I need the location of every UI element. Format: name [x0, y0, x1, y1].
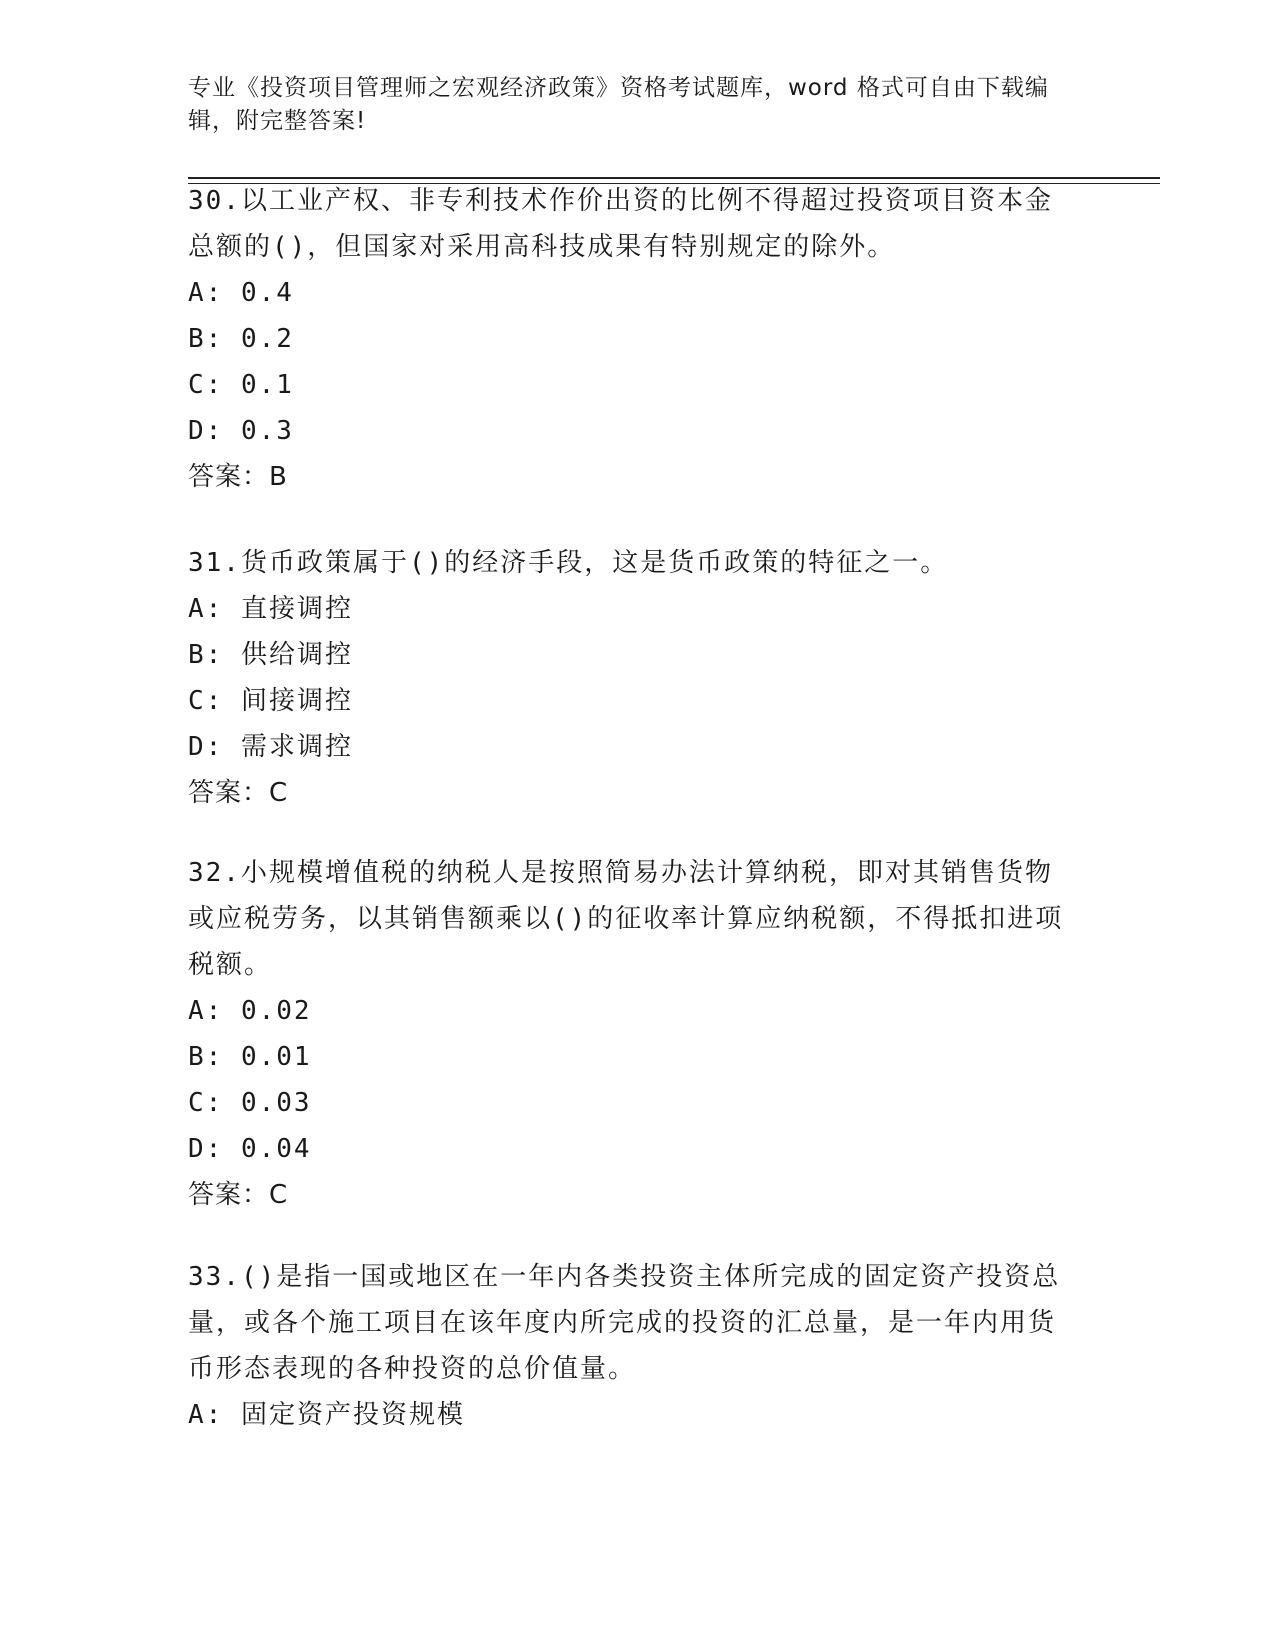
question-33 [188, 1254, 1078, 1438]
header-line-2: 辑，附完整答案! [188, 108, 367, 134]
option-a: A: 0.02 [188, 996, 312, 1026]
answer: 答案：B [188, 462, 288, 492]
question-32 [188, 850, 1078, 1218]
answer: 答案：C [188, 1180, 289, 1210]
option-a: A: 直接调控 [188, 594, 353, 624]
question-text: 33.()是指一国或地区在一年内各类投资主体所完成的固定资产投资总量，或各个施工项目在该年度内所完成的投资的汇总量，是一年内用货币形态表现的各种投资的总价值量。 [188, 1262, 1061, 1384]
option-c: C: 间接调控 [188, 686, 353, 716]
option-d: D: 0.3 [188, 416, 294, 446]
option-c: C: 0.03 [188, 1088, 312, 1118]
option-a: A: 固定资产投资规模 [188, 1400, 465, 1430]
question-30 [188, 178, 1078, 500]
option-d: D: 0.04 [188, 1134, 312, 1164]
answer: 答案：C [188, 778, 289, 808]
option-b: B: 0.01 [188, 1042, 312, 1072]
question-31 [188, 540, 1078, 816]
option-a: A: 0.4 [188, 278, 294, 308]
option-b: B: 0.2 [188, 324, 294, 354]
header-line-1: 专业《投资项目管理师之宏观经济政策》资格考试题库，word 格式可自由下载编 [188, 75, 1049, 101]
question-text: 31.货币政策属于()的经济手段，这是货币政策的特征之一。 [188, 548, 949, 578]
option-d: D: 需求调控 [188, 732, 353, 762]
option-b: B: 供给调控 [188, 640, 353, 670]
option-c: C: 0.1 [188, 370, 294, 400]
question-text: 32.小规模增值税的纳税人是按照简易办法计算纳税，即对其销售货物或应税劳务，以其销售额乘以()的征收率计算应纳税额，不得抵扣进项税额。 [188, 858, 1064, 980]
question-text: 30.以工业产权、非专利技术作价出资的比例不得超过投资项目资本金总额的()，但国家对采用高科技成果有特别规定的除外。 [188, 186, 1053, 262]
document-header [188, 72, 1068, 138]
